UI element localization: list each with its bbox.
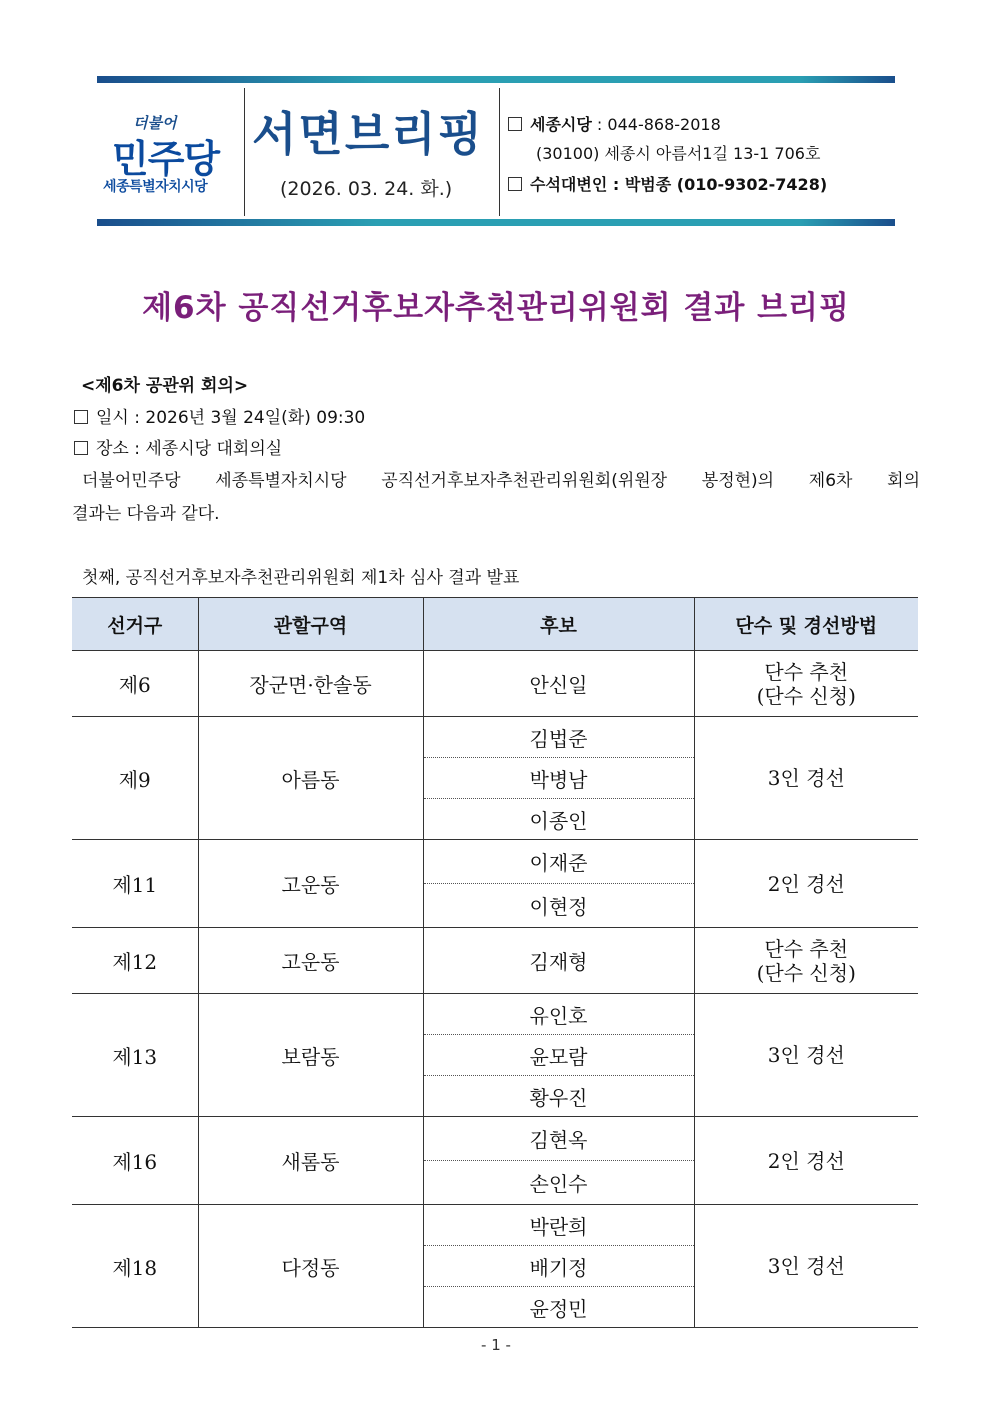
candidate-cell: 유인호 [423,994,694,1035]
candidate-cell: 박병남 [423,758,694,799]
candidate-cell: 손인수 [423,1161,694,1205]
candidate-cell: 김현옥 [423,1117,694,1161]
header-area: 관할구역 [198,598,423,651]
header-bottom-bar [97,219,895,226]
method-cell: 2인 경선 [694,840,918,928]
district-cell: 제6 [72,651,198,717]
header-district: 선거구 [72,598,198,651]
district-cell: 제18 [72,1205,198,1328]
logo-small-text: 더불어 [133,114,177,132]
table-row [72,1117,918,1161]
area-cell: 장군면·한솔동 [198,651,423,717]
page-number: - 1 - [481,1336,511,1354]
table-row [72,651,918,717]
area-cell: 보람동 [198,994,423,1117]
candidate-cell: 이재준 [423,840,694,884]
header-candidate: 후보 [423,598,694,651]
method-cell: 단수 추천 (단수 신청) [694,651,918,717]
candidate-cell: 윤모람 [423,1035,694,1076]
section-title: 첫째, 공직선거후보자추천관리위원회 제1차 심사 결과 발표 [82,568,520,588]
candidate-cell: 이현정 [423,884,694,928]
area-cell: 새롬동 [198,1117,423,1205]
candidate-cell: 안신일 [423,651,694,717]
district-cell: 제11 [72,840,198,928]
candidate-cell: 김재형 [423,928,694,994]
table-body [72,651,918,1328]
table-row [72,1205,918,1246]
contact-office-phone: : 044-868-2018 [596,115,721,134]
contact-office [508,112,721,135]
candidate-cell: 윤정민 [423,1287,694,1328]
table-row [72,928,918,994]
candidate-cell: 배기정 [423,1246,694,1287]
method-cell: 3인 경선 [694,994,918,1117]
checkbox-icon [74,441,88,455]
results-table [72,597,918,1328]
meeting-datetime-text: 일시 : 2026년 3월 24일(화) 09:30 [96,408,366,428]
checkbox-icon [74,410,88,424]
contact-office-label: 세종시당 [530,115,592,134]
candidate-cell: 박란희 [423,1205,694,1246]
contact-spokesperson [508,172,827,195]
district-cell: 제12 [72,928,198,994]
meeting-place-text: 장소 : 세종시당 대회의실 [96,439,283,459]
header-divider-left [244,88,245,216]
contact-spokes-phone: (010-9302-7428) [676,175,828,194]
candidate-cell: 황우진 [423,1076,694,1117]
area-cell: 다정동 [198,1205,423,1328]
area-cell: 고운동 [198,928,423,994]
area-cell: 고운동 [198,840,423,928]
header-top-bar [97,76,895,83]
meeting-heading: <제6차 공관위 회의> [81,376,249,396]
table-row [72,717,918,758]
table-row [72,840,918,884]
meeting-paragraph-line2: 결과는 다음과 같다. [72,504,220,524]
meeting-place [74,434,282,459]
district-cell: 제16 [72,1117,198,1205]
district-cell: 제9 [72,717,198,840]
method-cell: 2인 경선 [694,1117,918,1205]
table-header-row [72,598,918,651]
table-row [72,994,918,1035]
district-cell: 제13 [72,994,198,1117]
logo-party-name: 민주당 [112,137,220,181]
meeting-paragraph-line1: 더불어민주당 세종특별자치시당 공직선거후보자추천관리위원회(위원장 봉정현)의 제6차 회의 [82,471,920,491]
checkbox-icon [508,117,522,131]
meeting-datetime [74,403,365,428]
method-cell: 단수 추천 (단수 신청) [694,928,918,994]
brief-date: (2026. 03. 24. 화.) [280,178,453,200]
method-cell: 3인 경선 [694,717,918,840]
logo-branch-name: 세종특별자치시당 [103,179,208,195]
method-cell: 3인 경선 [694,1205,918,1328]
checkbox-icon [508,177,522,191]
contact-address: (30100) 세종시 아름서1길 13-1 706호 [536,144,821,163]
candidate-cell: 이종인 [423,799,694,840]
contact-spokes-label: 수석대변인 : 박범종 [530,175,672,194]
candidate-cell: 김법준 [423,717,694,758]
header-method: 단수 및 경선방법 [694,598,918,651]
area-cell: 아름동 [198,717,423,840]
header-divider-right [499,88,500,216]
page-title: 제6차 공직선거후보자추천관리위원회 결과 브리핑 [142,290,850,326]
brief-title: 서면브리핑 [252,107,485,161]
